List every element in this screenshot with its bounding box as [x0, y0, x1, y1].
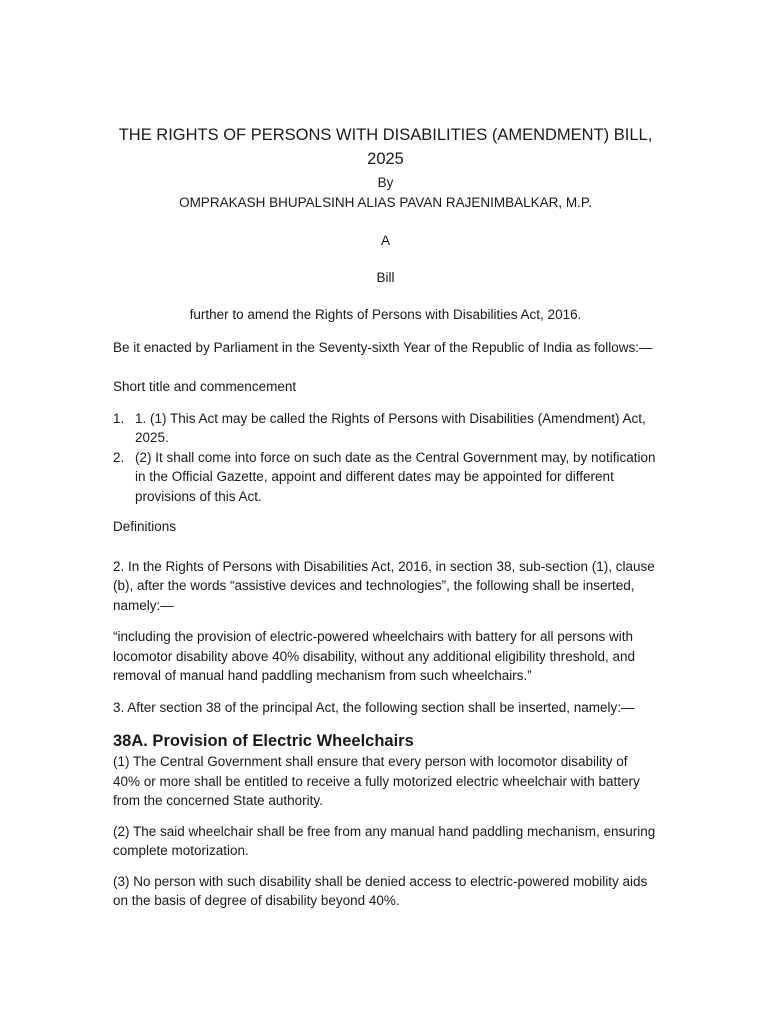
section-38a-paragraph-1: (1) The Central Government shall ensure that every person with locomotor disability of 40% or more shall be entitled to receive a fully motorized electric wheelchair with battery from the concerned State authority. — [113, 754, 640, 808]
enacting-clause: Be it enacted by Parliament in the Seventy-sixth Year of the Republic of India as follows:— — [113, 339, 653, 355]
clause-text: (2) It shall come into force on such date as the Central Government may, by notification in the Official Gazette, appoint and different dates may be appointed for different provisions of this Act. — [135, 449, 656, 504]
clause-item — [113, 448, 658, 507]
bill-purpose: further to amend the Rights of Persons with Disabilities Act, 2016. — [189, 307, 582, 322]
section-38a-paragraph-3: (3) No person with such disability shall be denied access to electric-powered mobility aids on the basis of degree of disability beyond 40%. — [113, 873, 648, 908]
clause-item — [113, 409, 658, 448]
clause-text: 1. (1) This Act may be called the Rights of Persons with Disabilities (Amendment) Act, 2025. — [135, 410, 646, 445]
section-38a-heading: 38A. Provision of Electric Wheelchairs — [113, 732, 414, 750]
section-38a-paragraph-2: (2) The said wheelchair shall be free from any manual hand paddling mechanism, ensuring complete motorization. — [113, 823, 656, 858]
short-title-heading: Short title and commencement — [113, 379, 297, 394]
section-2-quote: “including the provision of electric-powered wheelchairs with battery for all persons with locomotor disability above 40% disability, without any additional eligibility threshold, and removal of manual hand paddling mechanism from such wheelchairs.” — [113, 629, 636, 683]
definitions-heading: Definitions — [113, 519, 177, 534]
section-3-text: 3. After section 38 of the principal Act, the following section shall be inserted, namely:— — [113, 699, 635, 715]
by-line: By — [377, 175, 394, 190]
document-body — [113, 123, 658, 911]
article-a: A — [380, 233, 390, 248]
clause-list — [113, 409, 658, 507]
author-name: OMPRAKASH BHUPALSINH ALIAS PAVAN RAJENIMBALKAR, M.P. — [179, 194, 592, 210]
clause-number: 2. — [113, 449, 125, 465]
bill-label: Bill — [376, 269, 395, 285]
clause-number: 1. — [113, 410, 125, 426]
section-2-text: 2. In the Rights of Persons with Disabilities Act, 2016, in section 38, sub-section (1), clause (b), after the words “assistive devices and technologies”, the following shall be inserted, namely:— — [113, 558, 655, 613]
bill-title: THE RIGHTS OF PERSONS WITH DISABILITIES (AMENDMENT) BILL, 2025 — [118, 126, 653, 168]
